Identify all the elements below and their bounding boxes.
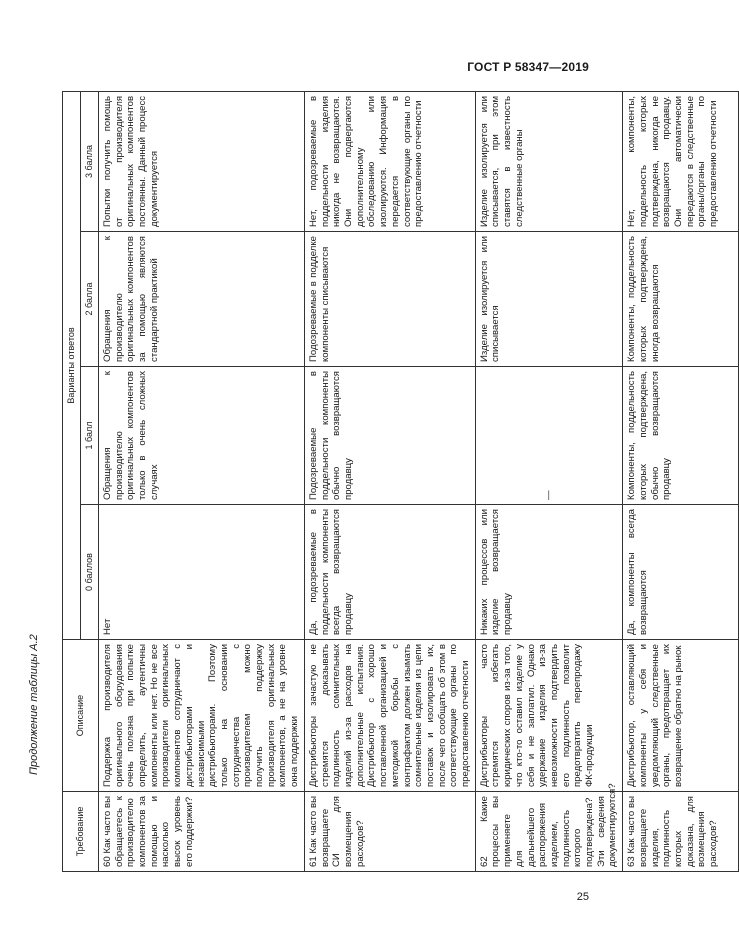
cell-score-2: Обращения к производителю оригинальных компонентов за помощью являются стандартной практикой xyxy=(98,232,304,367)
table-row-61 xyxy=(304,91,475,871)
header-score-1: 1 балл xyxy=(80,367,98,505)
page-number: 25 xyxy=(576,891,589,903)
cell-description: Дистрибьютор, оставляющий компоненты у себя и уведомляющий следственные органы, предотвращает их возвращение обратно на рынок xyxy=(623,640,739,792)
header-answer-options: Варианты ответов xyxy=(63,91,81,639)
cell-score-3: Нет, подозреваемые в поддельности изделия никогда не возвращаются. Они подвергаются дополнительному обследованию или изолируются. Информация передается в соответствующие органы по предоставлению отчетности xyxy=(304,91,475,231)
table-row-63 xyxy=(623,91,739,871)
cell-requirement: 63 Как часто вы возвращаете изделия, подлинность которых доказана, для возмещения расходов? xyxy=(623,792,739,872)
cell-score-0: Да, компоненты всегда возвращаются xyxy=(623,505,739,640)
cell-score-0: Да, подозреваемые в поддельности компоненты всегда возвращаются продавцу xyxy=(304,505,475,640)
header-score-0: 0 баллов xyxy=(80,505,98,640)
document-code: ГОСТ Р 58347—2019 xyxy=(467,60,589,74)
header-description: Описание xyxy=(63,640,99,792)
cell-score-1: — xyxy=(475,367,622,505)
cell-score-1: Компоненты, поддельность которых подтверждена, обычно возвращаются продавцу xyxy=(623,367,739,505)
cell-requirement: 60 Как часто вы обращаетесь к производителю компонентов за помощью и насколько высок уровень его поддержки? xyxy=(98,792,304,872)
rotated-table-container xyxy=(62,92,720,872)
cell-score-2: Подозреваемые в подделке компоненты списываются xyxy=(304,232,475,367)
assessment-table xyxy=(62,91,739,872)
cell-score-0: Никаких процессов или изделие возвращается продавцу xyxy=(475,505,622,640)
cell-score-2: Изделие изолируется или списывается xyxy=(475,232,622,367)
cell-score-3: Изделие изолируется или списывается, при этом ставятся в известность следственные органы xyxy=(475,91,622,231)
table-row-60 xyxy=(98,91,304,871)
table-row-62 xyxy=(475,91,622,871)
cell-score-3: Попытки получить помощь от производителя оригинальных компонентов постоянны. Данный процесс документируется xyxy=(98,91,304,231)
cell-score-0: Нет xyxy=(98,505,304,640)
cell-score-1: Подозреваемые в поддельности компоненты обычно возвращаются продавцу xyxy=(304,367,475,505)
header-score-2: 2 балла xyxy=(80,232,98,367)
cell-requirement: 62 Какие процессы вы применяете для дальнейшего распоряжения изделием, подлинность которого подтверждена? Эти сведения документируются? xyxy=(475,792,622,872)
cell-description: Дистрибьюторы часто стремятся избегать юридических споров из-за того, что кто-то оставил изделие у себя и не заплатил. Однако удержание изделия из-за невозможности подтвердить его подлинность позволит предотвратить перепродажу ФК-продукции xyxy=(475,640,622,792)
cell-description: Дистрибьюторы зачастую не стремятся доказывать подлинность сомнительных изделий из-за расходов на дополнительные испытания. Дистрибьютор с хорошо поставленной организацией и методикой борьбы с контрафактом должен изымать сомнительные изделия из цепи поставок и изолировать их, после чего сообщать об этом в соответствующие органы по предоставлению отчетности xyxy=(304,640,475,792)
cell-score-3: Нет, компоненты, поддельность которых подтверждена, никогда не возвращаются продавцу. Они автоматически передаются в следственные органы/органы по предоставлению отчетности xyxy=(623,91,739,231)
header-score-3: 3 балла xyxy=(80,91,98,231)
table-continuation-label: Продолжение таблицы А.2 xyxy=(28,634,40,775)
cell-requirement: 61 Как часто вы возвращаете СИ для возмещения расходов? xyxy=(304,792,475,872)
header-requirement: Требование xyxy=(63,792,99,872)
cell-score-2: Компоненты, поддельность которых подтверждена, иногда возвращаются xyxy=(623,232,739,367)
cell-score-1: Обращения к производителю оригинальных компонентов только в очень сложных случаях xyxy=(98,367,304,505)
cell-description: Поддержка производителя оригинального оборудования очень полезна при попытке определить, аутентичны компоненты или нет. Но не все производители оригинальных компонентов сотрудничают с дистрибьюторами и независимыми дистрибьюторами. Поэтому только на основании сотрудничества с производителем можно получить поддержку производителя оригинальных компонентов, а не на уровне окна поддержки xyxy=(98,640,304,792)
